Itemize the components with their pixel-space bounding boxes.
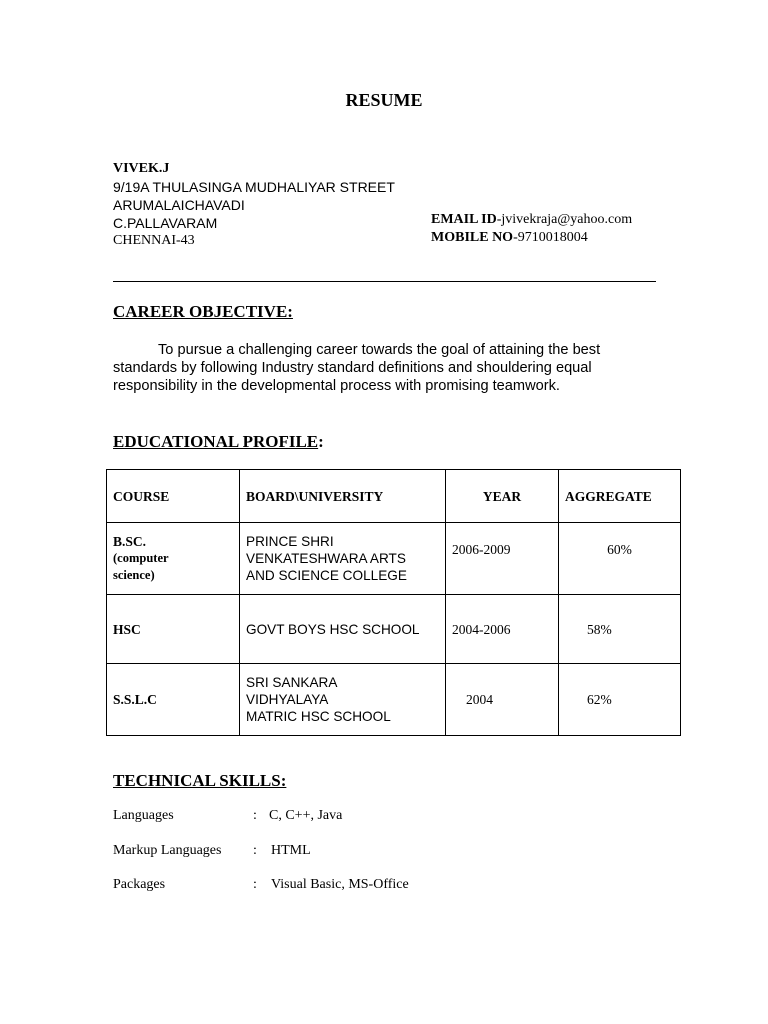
mobile-label: MOBILE NO — [431, 230, 514, 245]
year-cell — [446, 523, 559, 595]
year-text: 2006-2009 — [452, 541, 511, 557]
address-line: CHENNAI-43 — [113, 233, 195, 248]
board-text: PRINCE SHRI — [246, 534, 334, 549]
year-text: 2004-2006 — [452, 621, 511, 637]
career-objective-heading-text: CAREER OBJECTIVE: — [113, 302, 293, 321]
email-line — [431, 212, 632, 228]
address-line: ARUMALAICHAVADI — [113, 197, 245, 213]
aggregate-cell — [559, 595, 681, 664]
aggregate-text: 58% — [587, 621, 612, 637]
column-header: COURSE — [107, 470, 240, 523]
board-text: VIDHYALAYA — [246, 692, 329, 707]
skill-label: Languages — [113, 808, 174, 823]
mobile-value: -9710018004 — [513, 230, 588, 245]
skill-value: C, C++, Java — [269, 808, 343, 823]
technical-skills-heading-text: TECHNICAL SKILLS: — [113, 771, 287, 790]
table-row — [107, 595, 681, 664]
course-cell — [107, 664, 240, 736]
email-value: -jvivekraja@yahoo.com — [496, 212, 633, 227]
technical-skills-heading — [113, 771, 286, 791]
board-cell — [240, 664, 446, 736]
table-header-row — [107, 470, 681, 523]
resume-title: RESUME — [345, 90, 423, 110]
aggregate-cell — [559, 523, 681, 595]
board-cell — [240, 523, 446, 595]
column-header: YEAR — [446, 470, 559, 523]
mobile-line — [431, 230, 588, 246]
course-text: science) — [113, 568, 155, 582]
year-cell — [446, 595, 559, 664]
course-text: HSC — [113, 621, 141, 637]
address-line: C.PALLAVARAM — [113, 215, 218, 231]
column-header: BOARD\UNIVERSITY — [240, 470, 446, 523]
course-text: S.S.L.C — [113, 692, 157, 707]
aggregate-cell — [559, 664, 681, 736]
course-cell — [107, 523, 240, 595]
column-header: AGGREGATE — [559, 470, 681, 523]
aggregate-text: 62% — [587, 692, 612, 707]
skill-label: Markup Languages — [113, 843, 222, 858]
skill-separator: : — [253, 877, 257, 892]
contact-address-block — [113, 160, 395, 250]
board-text: VENKATESHWARA ARTS — [246, 551, 406, 566]
course-text: B.SC. — [113, 534, 147, 549]
skill-label: Packages — [113, 877, 166, 892]
course-text: (computer — [113, 551, 169, 565]
educational-profile-heading-colon: : — [318, 432, 324, 451]
candidate-name: VIVEK.J — [113, 161, 170, 176]
year-text: 2004 — [466, 692, 493, 707]
educational-profile-heading-text: EDUCATIONAL PROFILE — [113, 432, 319, 451]
course-cell — [107, 595, 240, 664]
aggregate-text: 60% — [607, 541, 632, 557]
skill-separator: : — [253, 808, 257, 823]
header-divider — [113, 281, 656, 282]
career-objective-text: To pursue a challenging career towards the goal of attaining the best standards by following Industry standard definitions and shouldering equal responsibility in the developmental process with promising teamwork. — [113, 342, 601, 394]
email-label: EMAIL ID — [431, 212, 497, 227]
table-row — [107, 523, 681, 595]
skill-value: Visual Basic, MS-Office — [271, 877, 409, 892]
board-text: SRI SANKARA — [246, 675, 338, 690]
skill-separator: : — [253, 843, 257, 858]
board-text: GOVT BOYS HSC SCHOOL — [246, 621, 420, 637]
skill-value: HTML — [271, 843, 311, 858]
board-text: AND SCIENCE COLLEGE — [246, 568, 407, 583]
year-cell — [446, 664, 559, 736]
table-row — [107, 664, 681, 736]
career-objective-heading — [113, 302, 293, 322]
board-text: MATRIC HSC SCHOOL — [246, 709, 391, 724]
education-table — [106, 469, 681, 736]
educational-profile-heading — [113, 432, 324, 452]
address-line: 9/19A THULASINGA MUDHALIYAR STREET — [113, 179, 395, 195]
board-cell — [240, 595, 446, 664]
